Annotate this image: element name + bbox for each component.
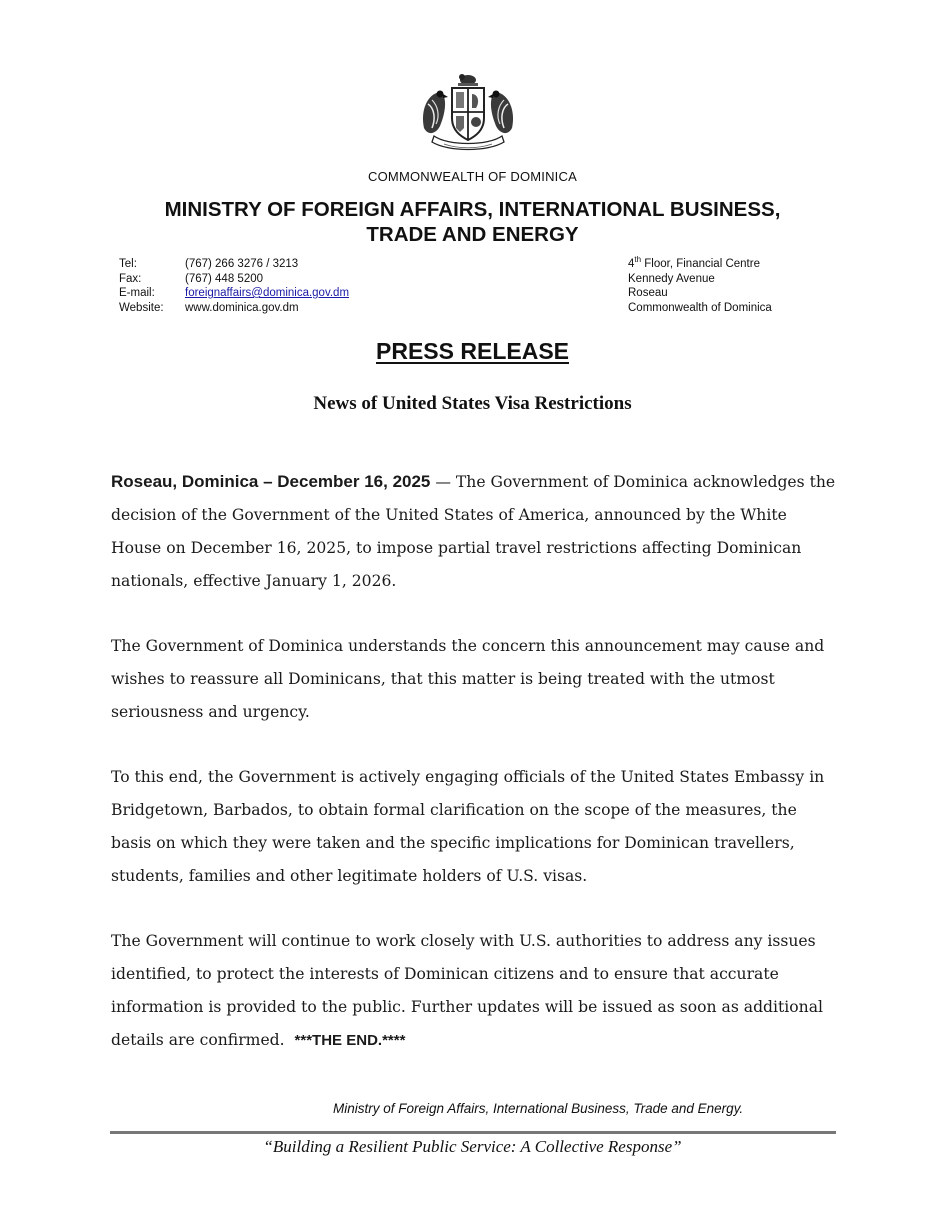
paragraph-3: To this end, the Government is actively engaging officials of the United States Embassy in Bridgetown, Barbados, to obtain formal clarification on the scope of the measures, the basis on which they were taken and the specific implications for Dominican travellers, students, families and other legitimate holders of U.S. visas. bbox=[111, 768, 825, 885]
email-label: E-mail: bbox=[119, 287, 155, 299]
address-floor-suffix: th bbox=[634, 255, 642, 265]
contact-row-tel bbox=[119, 257, 349, 272]
email-link[interactable]: foreignaffairs@dominica.gov.dm bbox=[185, 287, 350, 299]
press-release-subject: News of United States Visa Restrictions bbox=[313, 393, 632, 414]
tel-label: Tel: bbox=[119, 258, 137, 270]
fax-value: (767) 448 5200 bbox=[185, 272, 264, 285]
paragraph-4 bbox=[111, 925, 841, 1057]
the-end-marker: ***THE END.**** bbox=[294, 1032, 406, 1049]
paragraph-2: The Government of Dominica understands the concern this announcement may cause and wishes to reassure all Dominicans, that this matter is being treated with the utmost seriousness and urgency. bbox=[111, 637, 825, 721]
press-release-body bbox=[111, 465, 841, 1089]
paragraph-1 bbox=[111, 465, 841, 598]
paragraph-4-text: The Government will continue to work closely with U.S. authorities to address any issues identified, to protect the interests of Dominican citizens and to ensure that accurate information is provided to the public. Further updates will be issued as soon as additional details are confirmed. bbox=[111, 932, 823, 1049]
ministry-title-line1: MINISTRY OF FOREIGN AFFAIRS, INTERNATIONAL BUSINESS, bbox=[164, 198, 781, 221]
address-block bbox=[628, 257, 772, 315]
ministry-title bbox=[0, 197, 945, 247]
footer-motto: “Building a Resilient Public Service: A Collective Response” bbox=[263, 1137, 682, 1156]
contact-row-email bbox=[119, 286, 349, 301]
contact-row-website bbox=[119, 301, 349, 316]
press-release-title: PRESS RELEASE bbox=[376, 338, 569, 364]
tel-value: (767) 266 3276 / 3213 bbox=[185, 258, 299, 270]
signoff: Ministry of Foreign Affairs, International Business, Trade and Energy. bbox=[333, 1101, 744, 1116]
paragraph-1-text: — The Government of Dominica acknowledges the decision of the Government of the United States of America, announced by the White House on December 16, 2025, to impose partial travel restrictions affecting Dominican nationals, effective January 1, 2026. bbox=[111, 473, 836, 590]
address-line2: Kennedy Avenue bbox=[628, 272, 715, 285]
coat-of-arms-icon bbox=[414, 70, 522, 152]
address-floor-number: 4 bbox=[628, 258, 635, 270]
address-floor-rest: Floor, Financial Centre bbox=[641, 258, 760, 270]
country-name: COMMONWEALTH OF DOMINICA bbox=[368, 169, 577, 184]
dateline: Roseau, Dominica – December 16, 2025 bbox=[111, 472, 431, 491]
footer-divider bbox=[110, 1131, 836, 1134]
fax-label: Fax: bbox=[119, 272, 142, 285]
contact-details bbox=[119, 257, 349, 315]
address-line3: Roseau bbox=[628, 287, 668, 299]
website-value: www.dominica.gov.dm bbox=[185, 301, 299, 314]
contact-row-fax bbox=[119, 272, 349, 287]
address-line4: Commonwealth of Dominica bbox=[628, 301, 772, 314]
ministry-title-line2: TRADE AND ENERGY bbox=[366, 223, 579, 246]
address-line1 bbox=[628, 257, 772, 272]
website-label: Website: bbox=[119, 301, 164, 314]
